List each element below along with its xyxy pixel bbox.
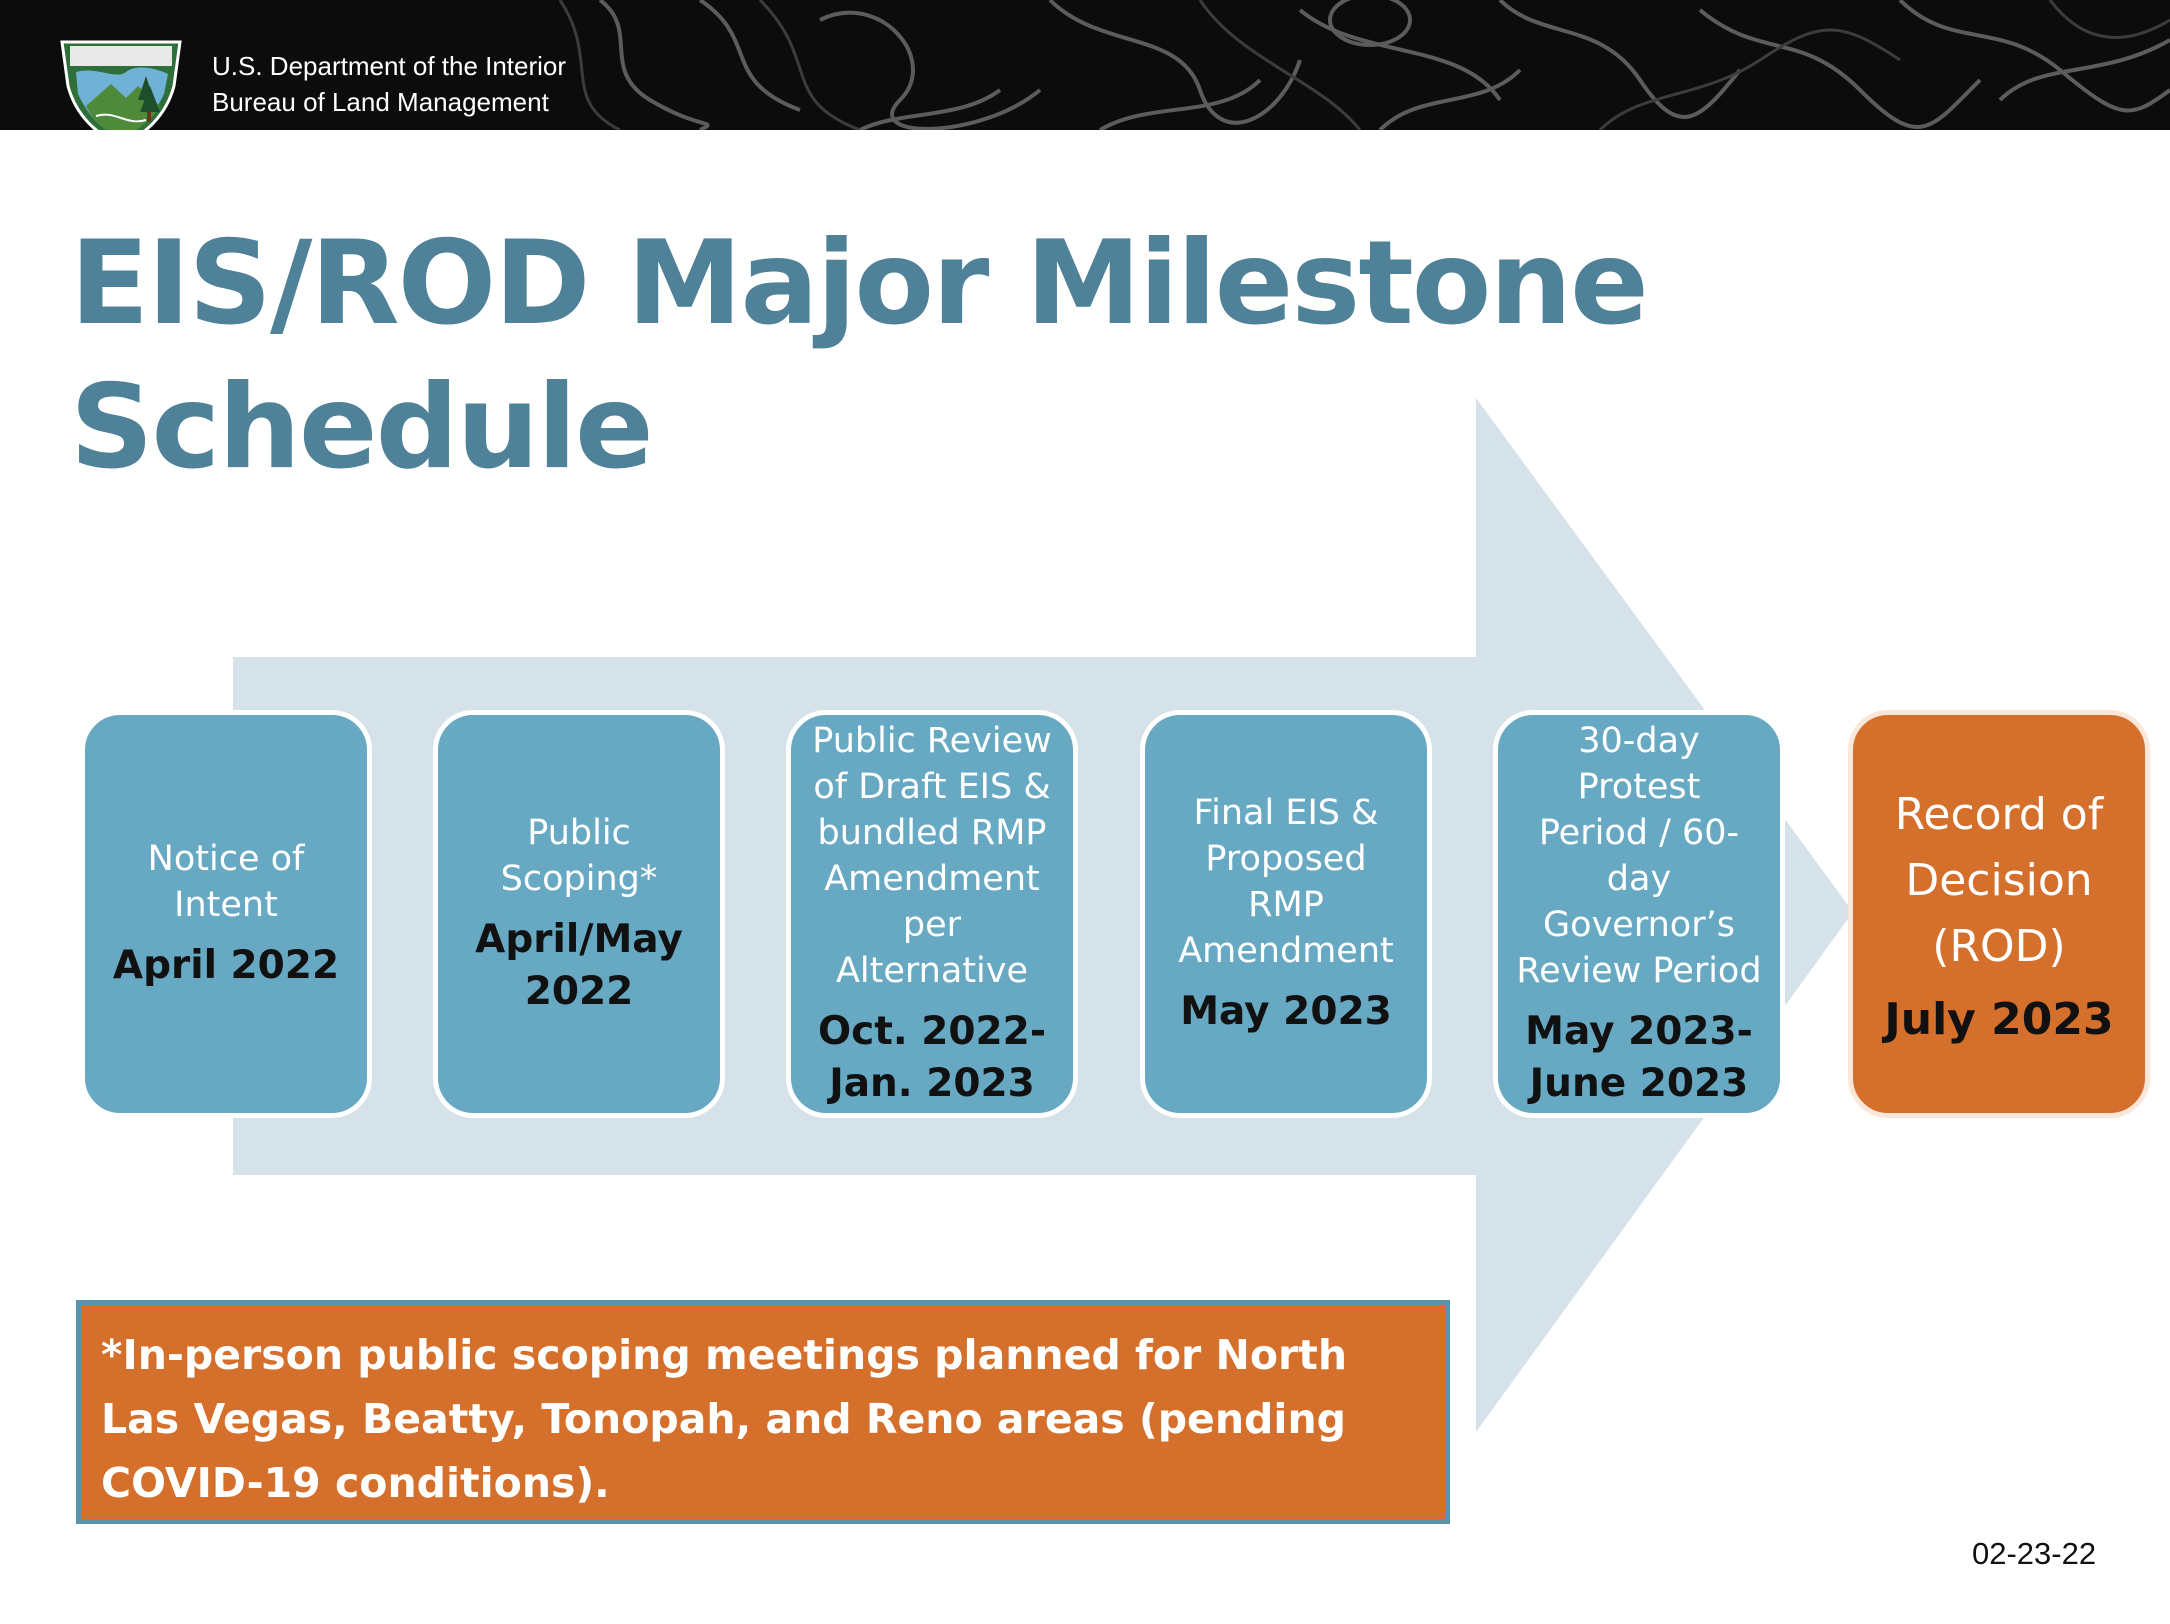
milestone-date: April/May 2022	[475, 917, 683, 1014]
milestone-date: July 2023	[1884, 994, 2114, 1045]
milestone-date: Oct. 2022- Jan. 2023	[817, 1009, 1047, 1106]
milestone-label: Record of Decision (ROD)	[1894, 789, 2104, 972]
milestone-date: May 2023- June 2023	[1525, 1009, 1753, 1106]
milestone-label: Notice of Intent	[147, 839, 305, 925]
scoping-note: *In-person public scoping meetings planned for North Las Vegas, Beatty, Tonopah, and Reno areas (pending COVID-19 conditions).	[76, 1300, 1450, 1524]
title-line-2: Schedule	[70, 360, 652, 495]
milestone-date: May 2023	[1180, 989, 1392, 1034]
milestone-notice-of-intent	[80, 710, 372, 1118]
milestone-draft-eis-review	[786, 710, 1078, 1118]
milestone-label: Public Review of Draft EIS & bundled RMP Amendment per Alternative	[812, 721, 1052, 991]
agency-line-2: Bureau of Land Management	[212, 87, 549, 117]
slide-date: 02-23-22	[1972, 1536, 2097, 1571]
milestone-record-of-decision	[1848, 710, 2150, 1118]
agency-line-1: U.S. Department of the Interior	[212, 51, 567, 81]
title-line-1: EIS/ROD Major Milestone	[70, 216, 1647, 351]
milestone-label: 30-day Protest Period / 60- day Governor’s Review Period	[1516, 721, 1762, 991]
milestone-label: Public Scoping*	[500, 813, 658, 899]
milestone-protest-period	[1493, 710, 1785, 1118]
milestone-final-eis	[1140, 710, 1432, 1118]
milestone-public-scoping	[433, 710, 725, 1118]
milestone-date: April 2022	[112, 943, 340, 988]
milestone-label: Final EIS & Proposed RMP Amendment	[1178, 793, 1394, 971]
